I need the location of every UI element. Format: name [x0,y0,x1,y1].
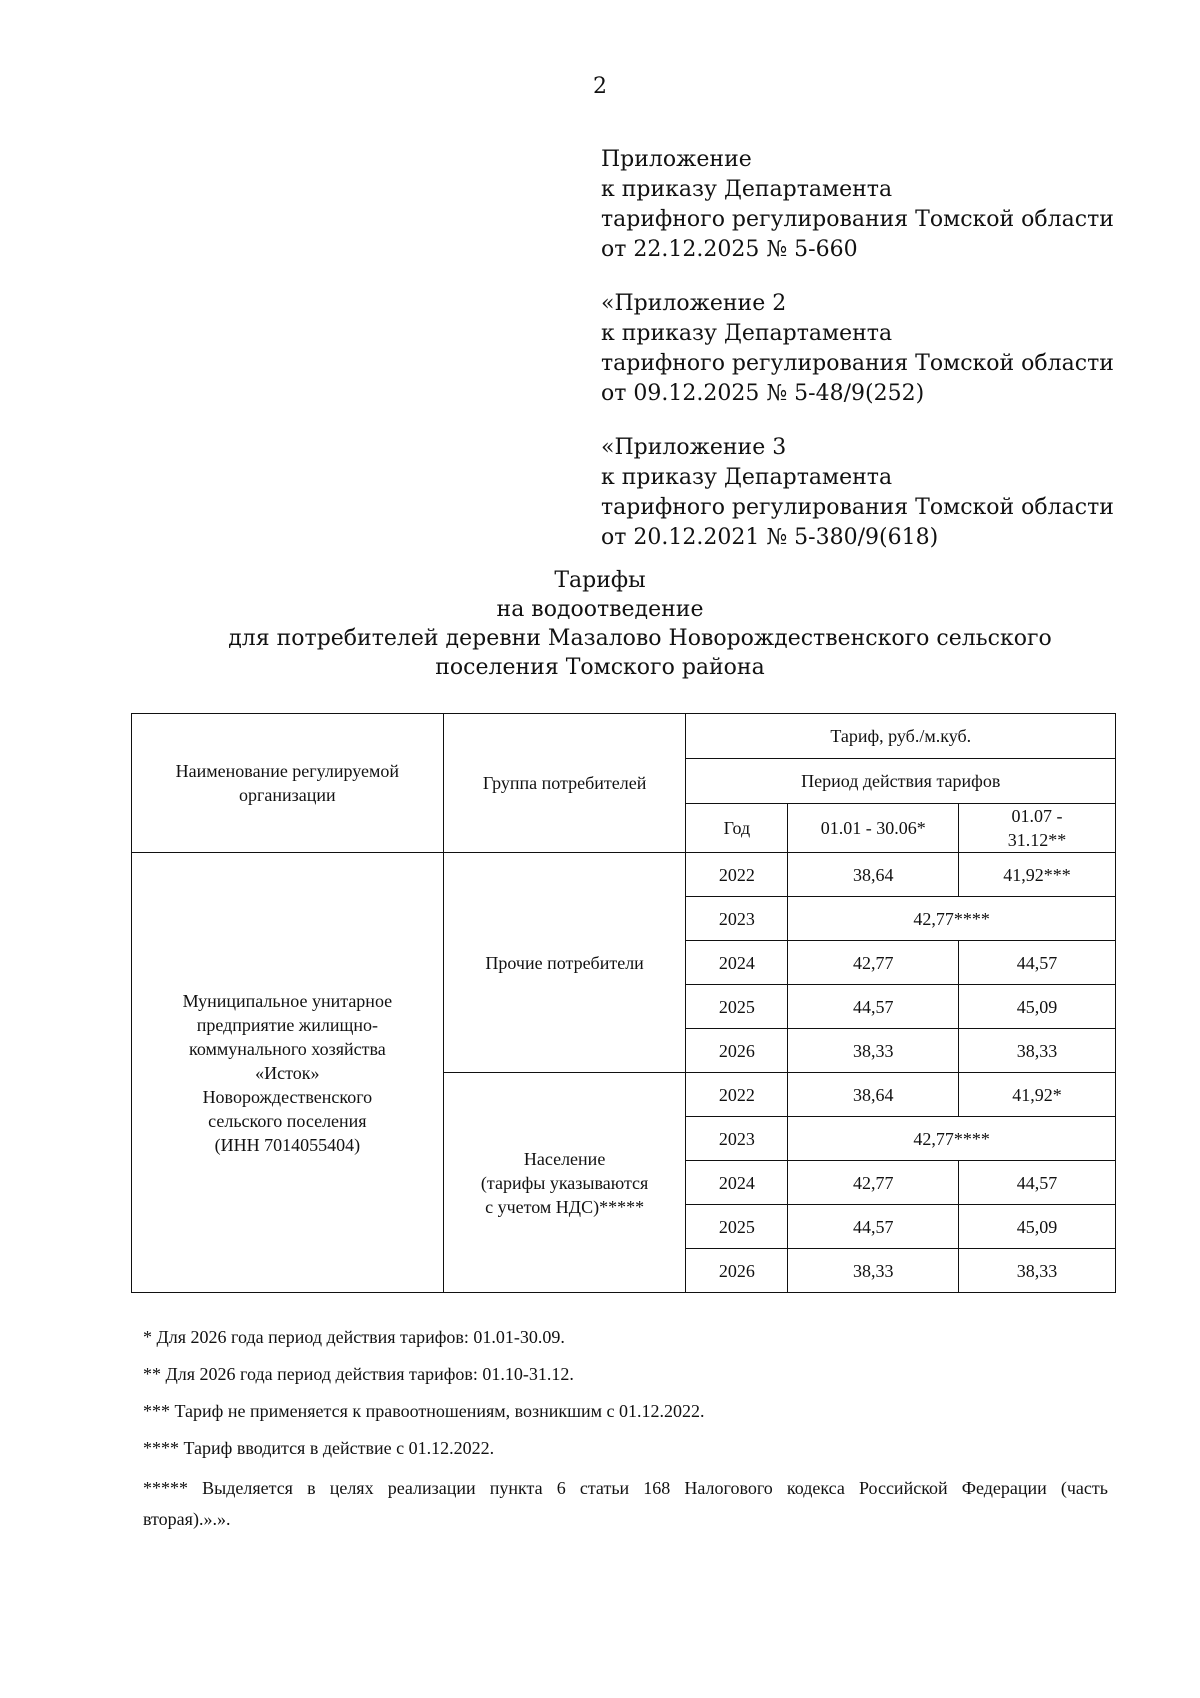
tariff-cell: 41,92*** [959,853,1116,897]
tariff-cell: 38,33 [959,1249,1116,1293]
year-cell: 2024 [686,1161,788,1205]
year-cell: 2024 [686,941,788,985]
annex-line: к приказу Департамента [601,177,893,202]
annex-line: от 20.12.2021 № 5-380/9(618) [601,525,939,550]
year-cell: 2025 [686,1205,788,1249]
annex-line: к приказу Департамента [601,465,893,490]
annex-block-2 [601,289,1161,409]
title-line: для потребителей деревни Мазалово Новорождественского сельского [228,626,1052,651]
annex-block-1 [601,145,1161,265]
tariff-cell: 38,33 [788,1249,959,1293]
annex-line: «Приложение 3 [601,435,787,460]
header-org: Наименование регулируемой организации [132,714,444,853]
group-other-consumers: Прочие потребители [443,853,686,1073]
footnote: ** Для 2026 года период действия тарифов: 01.10-31.12. [143,1364,574,1384]
annex-line: «Приложение 2 [601,291,787,316]
year-cell: 2023 [686,897,788,941]
year-cell: 2023 [686,1117,788,1161]
tariff-table [131,713,1116,1293]
footnote: **** Тариф вводится в действие с 01.12.2022. [143,1438,495,1458]
tariff-cell: 45,09 [959,985,1116,1029]
header-year: Год [686,804,788,853]
organization-name: Муниципальное унитарное предприятие жилищно- коммунального хозяйства «Исток» Новорождественского сельского поселения (ИНН 7014055404) [132,853,444,1293]
tariff-cell: 45,09 [959,1205,1116,1249]
header-half2: 01.07 - 31.12** [959,804,1116,853]
tariff-cell: 38,64 [788,1073,959,1117]
page-number: 2 [593,74,607,99]
tariff-cell: 38,33 [788,1029,959,1073]
footnote: * Для 2026 года период действия тарифов: 01.01-30.09. [143,1327,565,1347]
title-line: Тарифы [554,568,646,593]
footnote: ***** Выделяется в целях реализации пункта 6 статьи 168 Налогового кодекса Российской Федерации (часть вторая).».». [143,1478,1108,1529]
header-period: Период действия тарифов [686,759,1116,804]
annex-line: тарифного регулирования Томской области [601,207,1114,232]
title-line: на водоотведение [496,597,704,622]
footnotes [143,1325,1108,1548]
title-line: поселения Томского района [435,655,765,680]
document-title [0,566,1200,682]
annex-line: тарифного регулирования Томской области [601,495,1114,520]
header-tariff: Тариф, руб./м.куб. [686,714,1116,759]
annex-block-3 [601,433,1161,553]
header-group: Группа потребителей [443,714,686,853]
header-half1: 01.01 - 30.06* [788,804,959,853]
annex-line: от 09.12.2025 № 5-48/9(252) [601,381,925,406]
year-cell: 2025 [686,985,788,1029]
tariff-cell: 42,77 [788,1161,959,1205]
tariff-cell: 41,92* [959,1073,1116,1117]
tariff-cell-merged: 42,77**** [788,1117,1116,1161]
tariff-cell: 44,57 [959,1161,1116,1205]
year-cell: 2026 [686,1029,788,1073]
tariff-cell: 42,77 [788,941,959,985]
group-population: Население (тарифы указываются с учетом НДС)***** [443,1073,686,1293]
tariff-cell: 44,57 [959,941,1116,985]
table-row [132,853,1116,897]
annex-line: к приказу Департамента [601,321,893,346]
annex-line: тарифного регулирования Томской области [601,351,1114,376]
year-cell: 2022 [686,853,788,897]
tariff-cell: 44,57 [788,1205,959,1249]
footnote: *** Тариф не применяется к правоотношениям, возникшим с 01.12.2022. [143,1401,705,1421]
year-cell: 2026 [686,1249,788,1293]
tariff-cell: 38,33 [959,1029,1116,1073]
annex-line: от 22.12.2025 № 5-660 [601,237,858,262]
annex-line: Приложение [601,147,752,172]
tariff-cell: 44,57 [788,985,959,1029]
year-cell: 2022 [686,1073,788,1117]
tariff-cell: 38,64 [788,853,959,897]
tariff-cell-merged: 42,77**** [788,897,1116,941]
